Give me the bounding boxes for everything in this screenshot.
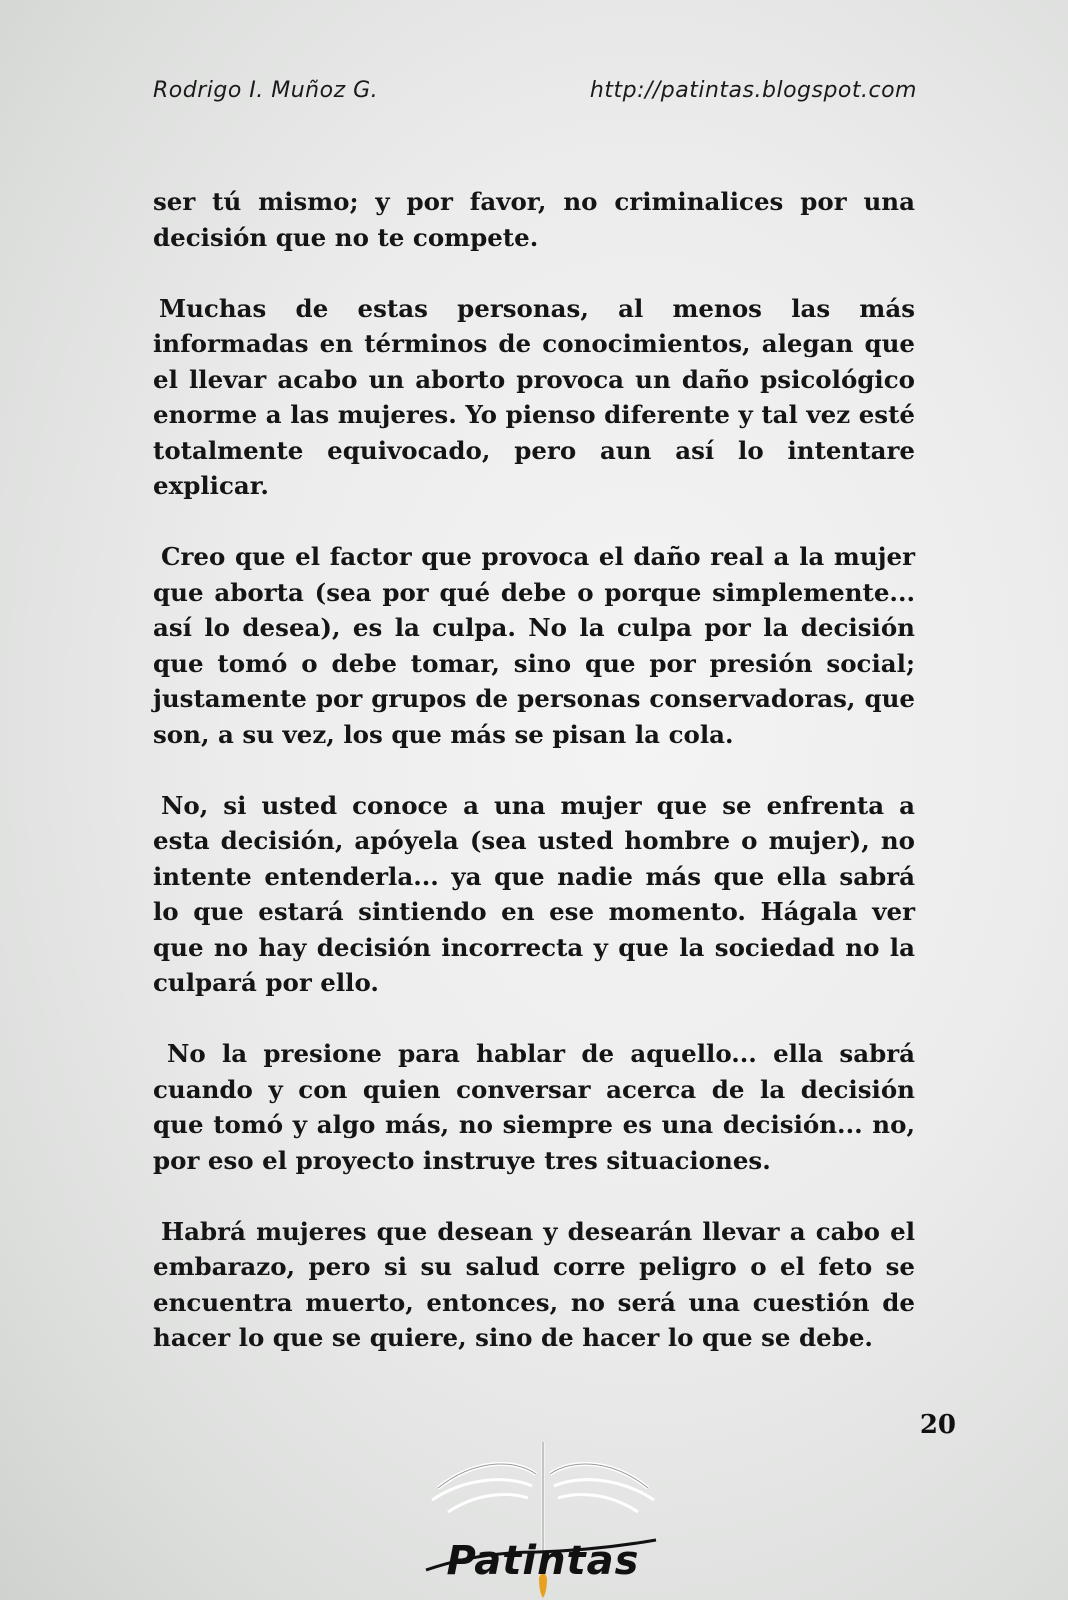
body-text: [153, 184, 915, 1356]
paragraph-6: Habrá mujeres que desean y desearán llevar a cabo el embarazo, pero si su salud corre peligro o el feto se encuentra muerto, entonces, no será una cuestión de hacer lo que se quiere, sino de hacer lo que se debe.: [153, 1216, 915, 1352]
quill-pen-logo-icon: [418, 1440, 668, 1600]
paragraph-2: Muchas de estas personas, al menos las más informadas en términos de conocimientos, alegan que el llevar acabo un aborto provoca un daño psicológico enorme a las mujeres. Yo pienso diferente y tal vez esté totalmente equivocado, pero aun así lo intentare explicar.: [153, 293, 915, 500]
paragraph-4: No, si usted conoce a una mujer que se enfrenta a esta decisión, apóyela (sea usted hombre o mujer), no intente entenderla... ya que nadie más que ella sabrá lo que estará sintiendo en ese momento. Hágala ver que no hay decisión incorrecta y que la sociedad no la culpará por ello.: [153, 790, 915, 997]
paragraph-1: ser tú mismo; y por favor, no criminalices por una decisión que no te compete.: [153, 187, 915, 252]
logo-wordmark: Patintas: [446, 1538, 640, 1584]
header-author: Rodrigo I. Muñoz G.: [153, 78, 379, 103]
page-number: 20: [919, 1410, 956, 1440]
paragraph-5: No la presione para hablar de aquello... ella sabrá cuando y con quien conversar acerca de la decisión que tomó y algo más, no siempre es una decisión... no, por eso el proyecto instruye tres situaciones.: [153, 1039, 915, 1175]
header-url: http://patintas.blogspot.com: [589, 78, 917, 103]
paragraph-3: Creo que el factor que provoca el daño real a la mujer que aborta (sea por qué debe o porque simplemente... así lo desea), es la culpa. No la culpa por la decisión que tomó o debe tomar, sino que por presión social; justamente por grupos de personas conservadoras, que son, a su vez, los que más se pisan la cola.: [153, 542, 915, 749]
page-header: [153, 78, 917, 110]
